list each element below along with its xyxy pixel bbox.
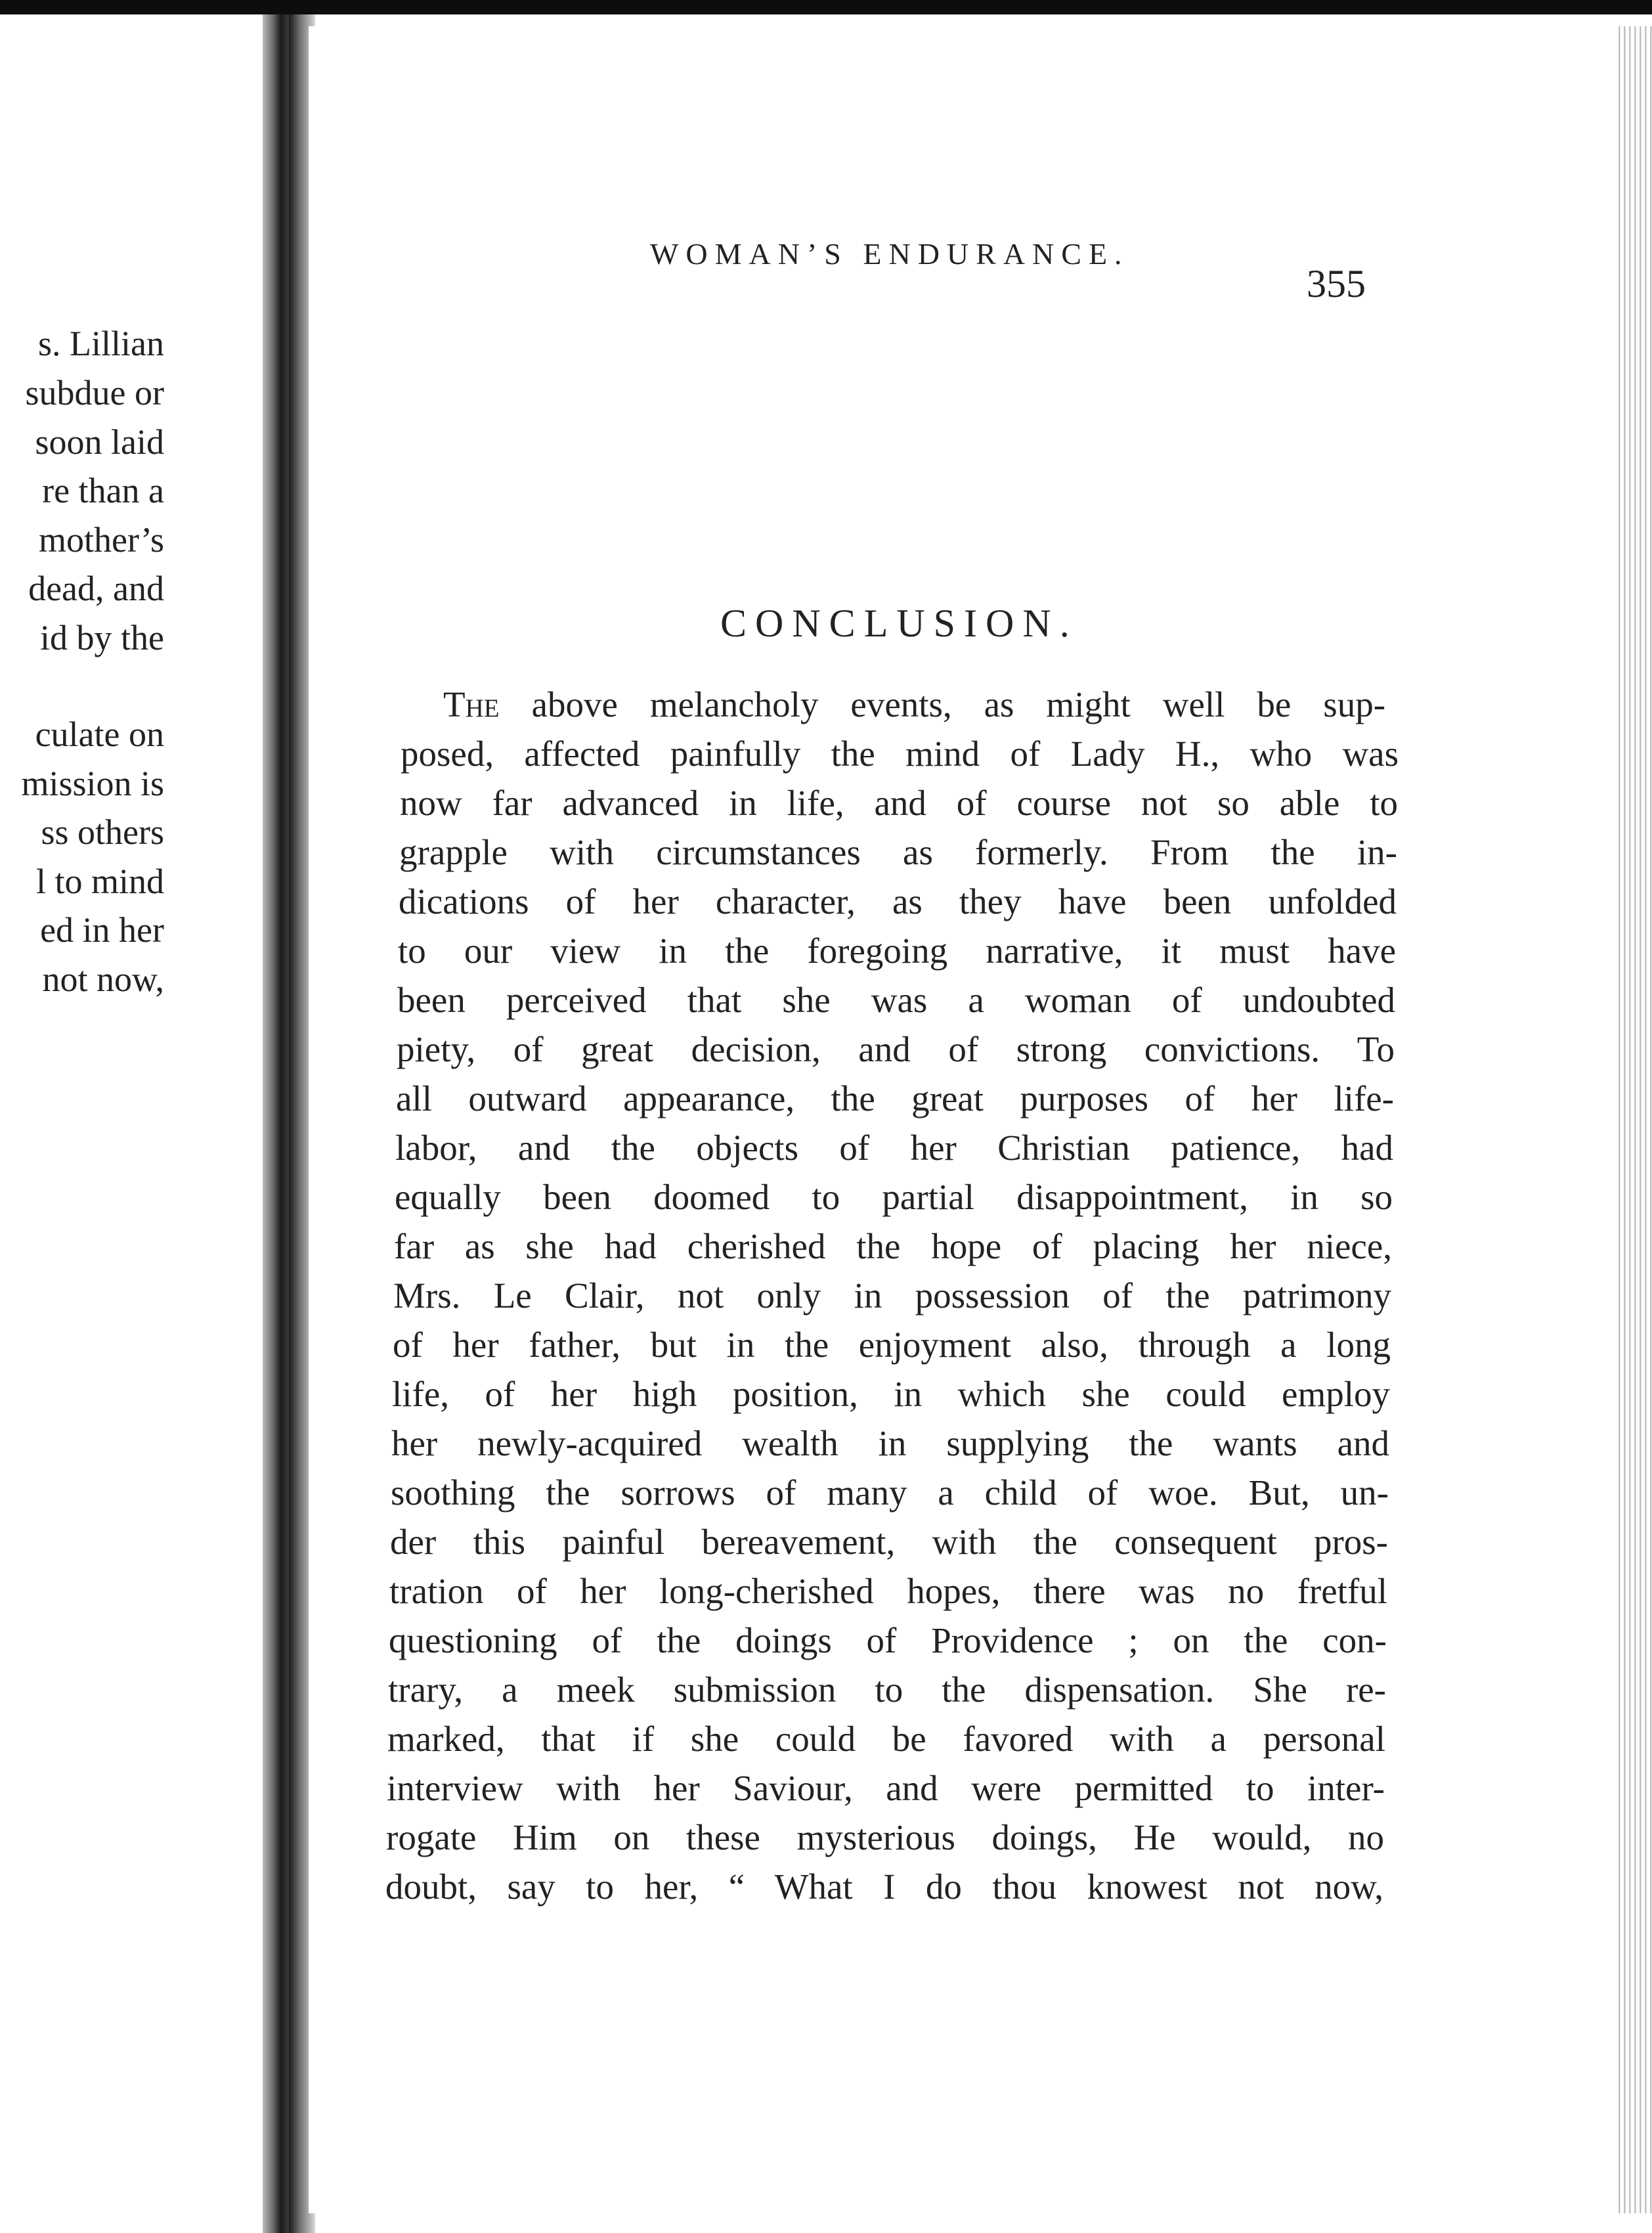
drop-word: The	[443, 684, 500, 724]
left-page-line: l to mind	[35, 862, 164, 901]
scan-top-edge	[0, 0, 1652, 14]
left-page-line: culate on	[35, 715, 164, 754]
text-line: Mrs. Le Clair, not only in possession of the patrimony	[393, 1275, 1391, 1315]
book-spine-shadow	[263, 14, 289, 2233]
left-page-line: soon laid	[35, 422, 164, 462]
left-page	[0, 14, 263, 2233]
left-page-line: id by the	[40, 618, 164, 657]
page-number: 355	[1307, 262, 1366, 305]
text-line: trary, a meek submission to the dispensation. She re-	[388, 1669, 1386, 1710]
text-line: her newly-acquired wealth in supplying the wants and	[391, 1423, 1389, 1463]
text-line: been perceived that she was a woman of undoubted	[397, 980, 1395, 1020]
left-page-line: ss others	[41, 812, 164, 852]
text-line: labor, and the objects of her Christian patience, had	[395, 1128, 1393, 1168]
text-line: dications of her character, as they have been unfolded	[399, 881, 1397, 921]
left-page-line: re than a	[42, 471, 164, 510]
text-line-content: above melancholy events, as might well be sup-	[531, 684, 1385, 724]
text-line: questioning of the doings of Providence ; on the con-	[389, 1620, 1387, 1660]
text-line: life, of her high position, in which she could employ	[392, 1374, 1390, 1414]
text-line: piety, of great decision, and of strong convictions. To	[397, 1029, 1395, 1069]
left-page-line: ed in her	[40, 910, 164, 950]
text-line: interview with her Saviour, and were permitted to inter-	[387, 1768, 1385, 1808]
text-line: posed, affected painfully the mind of Lady H., who was	[401, 734, 1399, 774]
text-line: equally been doomed to partial disappointment, in so	[395, 1177, 1393, 1217]
chapter-title: CONCLUSION.	[720, 602, 1078, 645]
text-line: grapple with circumstances as formerly. From the in-	[399, 832, 1397, 872]
text-line: marked, that if she could be favored with a personal	[387, 1719, 1385, 1759]
left-page-line: mission is	[21, 764, 164, 803]
left-page-line: subdue or	[25, 373, 164, 412]
text-line: to our view in the foregoing narrative, it must have	[398, 931, 1396, 971]
text-line: all outward appearance, the great purposes of her life-	[396, 1078, 1394, 1118]
running-head: WOMAN’S ENDURANCE.	[650, 237, 1129, 271]
text-line: soothing the sorrows of many a child of woe. But, un-	[391, 1472, 1389, 1513]
text-line: now far advanced in life, and of course not so able to	[400, 783, 1398, 823]
left-page-line: dead, and	[28, 569, 164, 608]
text-line: rogate Him on these mysterious doings, He would, no	[386, 1817, 1384, 1857]
text-line: tration of her long-cherished hopes, there was no fretful	[389, 1571, 1387, 1611]
text-line: of her father, but in the enjoyment also, through a long	[393, 1325, 1391, 1365]
left-page-line: not now,	[42, 960, 164, 999]
text-line-first	[443, 683, 1385, 726]
left-page-line: s. Lillian	[38, 324, 164, 363]
text-line: doubt, say to her, “ What I do thou knowest not now,	[385, 1867, 1383, 1907]
text-line: far as she had cherished the hope of placing her niece,	[394, 1226, 1392, 1266]
page-edge-stack	[1615, 26, 1652, 2213]
text-line: der this painful bereavement, with the consequent pros-	[390, 1522, 1388, 1562]
left-page-line: mother’s	[39, 520, 164, 560]
